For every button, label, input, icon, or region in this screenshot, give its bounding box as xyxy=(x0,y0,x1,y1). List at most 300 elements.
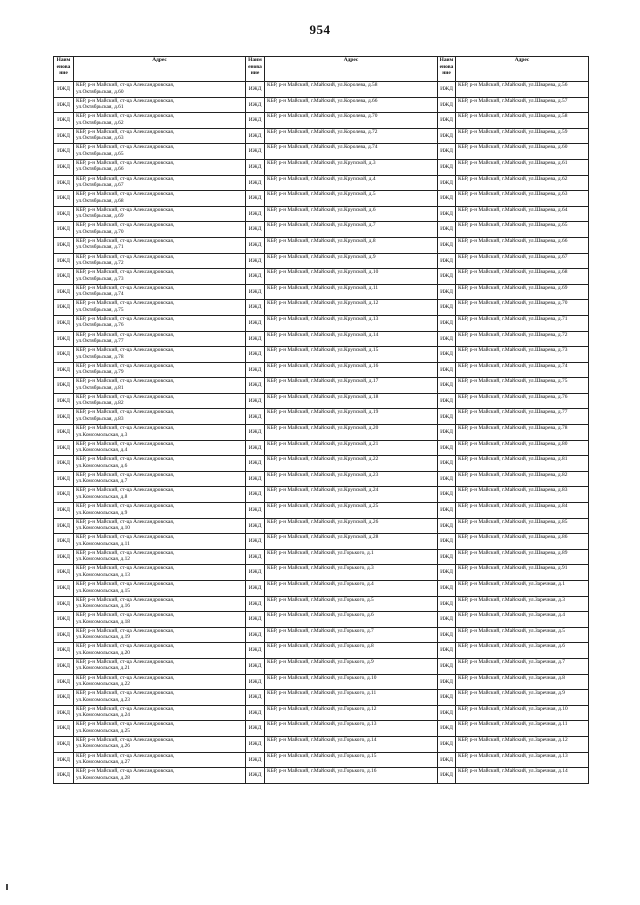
address-line-2: ул.Октябрьская, д.61 xyxy=(76,104,124,111)
object-type-cell: ИЖД xyxy=(438,643,456,659)
address-line-1: КБР, р-н Майский, г.Майский, ул.Горького, д.13 xyxy=(267,721,377,728)
object-type-cell: ИЖД xyxy=(438,409,456,425)
address-line-2: ул.Комсомольская, д.19 xyxy=(76,634,130,641)
address-cell xyxy=(265,362,438,378)
object-type-cell: ИЖД xyxy=(54,175,74,191)
address-line-1: КБР, р-н Майский, ст-ца Александровская, xyxy=(76,487,175,494)
address-line-1: КБР, р-н Майский, г.Майский, ул.Крупской, д.10 xyxy=(267,269,379,276)
address-line-1: КБР, р-н Майский, г.Майский, ул.Шварева, д.60 xyxy=(458,144,568,151)
address-cell xyxy=(74,518,246,534)
address-line-1: КБР, р-н Майский, г.Майский, ул.Горького, д.14 xyxy=(267,736,377,743)
address-line-1: КБР, р-н Майский, г.Майский, ул.Заречная, д.5 xyxy=(458,627,565,634)
object-type-cell: ИЖД xyxy=(438,565,456,581)
address-line-1: КБР, р-н Майский, ст-ца Александровская, xyxy=(76,736,175,743)
object-type-cell: ИЖД xyxy=(54,128,74,144)
object-type-cell: ИЖД xyxy=(246,518,265,534)
address-line-1: КБР, р-н Майский, ст-ца Александровская, xyxy=(76,690,175,697)
table-row xyxy=(54,237,589,253)
object-type-cell: ИЖД xyxy=(438,503,456,519)
address-line-1: КБР, р-н Майский, г.Майский, ул.Горького, д.12 xyxy=(267,705,377,712)
address-line-1: КБР, р-н Майский, ст-ца Александровская, xyxy=(76,596,175,603)
address-line-2: ул.Комсомольская, д.16 xyxy=(76,603,130,610)
object-type-cell: ИЖД xyxy=(438,113,456,129)
address-line-1: КБР, р-н Майский, г.Майский, ул.Заречная, д.6 xyxy=(458,643,565,650)
address-cell xyxy=(456,440,589,456)
address-table xyxy=(53,56,589,784)
address-line-2: ул.Октябрьская, д.73 xyxy=(76,275,124,282)
address-line-1: КБР, р-н Майский, г.Майский, ул.Крупской, д.16 xyxy=(267,362,379,369)
address-line-1: КБР, р-н Майский, г.Майский, ул.Горького, д.6 xyxy=(267,612,374,619)
address-line-1: КБР, р-н Майский, ст-ца Александровская, xyxy=(76,721,175,728)
address-cell xyxy=(265,487,438,503)
address-cell xyxy=(456,518,589,534)
address-line-2: ул.Комсомольская, д.18 xyxy=(76,618,130,625)
address-cell xyxy=(74,269,246,285)
object-type-cell: ИЖД xyxy=(246,440,265,456)
address-line-1: КБР, р-н Майский, г.Майский, ул.Шварева, д.70 xyxy=(458,300,568,307)
address-cell xyxy=(265,393,438,409)
address-line-1: КБР, р-н Майский, г.Майский, ул.Крупской, д.5 xyxy=(267,191,376,198)
address-line-1: КБР, р-н Майский, ст-ца Александровская, xyxy=(76,222,175,229)
object-type-cell: ИЖД xyxy=(246,331,265,347)
address-line-1: КБР, р-н Майский, ст-ца Александровская, xyxy=(76,456,175,463)
address-line-1: КБР, р-н Майский, г.Майский, ул.Шварева, д.69 xyxy=(458,284,568,291)
address-line-2: ул.Октябрьская, д.67 xyxy=(76,182,124,189)
address-line-1: КБР, р-н Майский, г.Майский, ул.Шварева, д.84 xyxy=(458,503,568,510)
address-cell xyxy=(456,284,589,300)
address-cell xyxy=(456,721,589,737)
table-row xyxy=(54,627,589,643)
object-type-cell: ИЖД xyxy=(246,300,265,316)
address-line-1: КБР, р-н Майский, г.Майский, ул.Шварева, д.68 xyxy=(458,269,568,276)
object-type-cell: ИЖД xyxy=(438,440,456,456)
object-type-cell: ИЖД xyxy=(438,752,456,768)
table-row xyxy=(54,565,589,581)
object-type-cell: ИЖД xyxy=(54,690,74,706)
address-cell xyxy=(74,440,246,456)
address-cell xyxy=(265,581,438,597)
object-type-cell: ИЖД xyxy=(438,144,456,160)
address-cell xyxy=(456,128,589,144)
address-cell xyxy=(456,565,589,581)
address-line-2: ул.Октябрьская, д.78 xyxy=(76,353,124,360)
table-row xyxy=(54,222,589,238)
address-line-1: КБР, р-н Майский, г.Майский, ул.Крупской, д.20 xyxy=(267,425,379,432)
object-type-cell: ИЖД xyxy=(438,362,456,378)
object-type-cell: ИЖД xyxy=(54,222,74,238)
address-line-2: ул.Октябрьская, д.82 xyxy=(76,400,124,407)
address-cell xyxy=(74,393,246,409)
object-type-cell: ИЖД xyxy=(54,658,74,674)
table-row xyxy=(54,768,589,784)
address-cell xyxy=(74,144,246,160)
address-cell xyxy=(456,534,589,550)
address-cell xyxy=(456,627,589,643)
address-line-1: КБР, р-н Майский, г.Майский, ул.Шварева, д.61 xyxy=(458,159,568,166)
address-cell xyxy=(265,627,438,643)
address-line-2: ул.Октябрьская, д.77 xyxy=(76,338,124,344)
address-cell xyxy=(456,456,589,472)
address-line-1: КБР, р-н Майский, ст-ца Александровская, xyxy=(76,144,175,151)
address-cell xyxy=(74,752,246,768)
address-line-1: КБР, р-н Майский, г.Майский, ул.Горького, д.4 xyxy=(267,581,374,587)
object-type-cell: ИЖД xyxy=(438,300,456,316)
object-type-cell: ИЖД xyxy=(54,534,74,550)
address-cell xyxy=(456,159,589,175)
object-type-cell: ИЖД xyxy=(54,549,74,565)
table-row xyxy=(54,144,589,160)
address-cell xyxy=(74,503,246,519)
address-cell xyxy=(265,658,438,674)
address-line-1: КБР, р-н Майский, г.Майский, ул.Заречная, д.4 xyxy=(458,612,565,619)
address-cell xyxy=(456,253,589,269)
address-line-1: КБР, р-н Майский, г.Майский, ул.Крупской, д.24 xyxy=(267,487,379,494)
address-cell xyxy=(265,612,438,628)
object-type-cell: ИЖД xyxy=(246,736,265,752)
address-cell xyxy=(74,768,246,784)
address-line-1: КБР, р-н Майский, ст-ца Александровская, xyxy=(76,440,175,447)
address-cell xyxy=(265,565,438,581)
address-cell xyxy=(74,674,246,690)
address-line-1: КБР, р-н Майский, г.Майский, ул.Шварева, д.85 xyxy=(458,518,568,525)
address-line-2: ул.Комсомольская, д.23 xyxy=(76,696,130,703)
object-type-cell: ИЖД xyxy=(438,191,456,207)
address-cell xyxy=(265,347,438,363)
address-cell xyxy=(74,643,246,659)
object-type-cell: ИЖД xyxy=(54,612,74,628)
address-cell xyxy=(74,456,246,472)
address-cell xyxy=(456,237,589,253)
address-cell xyxy=(456,425,589,441)
address-cell xyxy=(456,705,589,721)
object-type-cell: ИЖД xyxy=(54,82,74,98)
object-type-cell: ИЖД xyxy=(438,456,456,472)
table-row xyxy=(54,191,589,207)
address-line-1: КБР, р-н Майский, ст-ца Александровская, xyxy=(76,471,175,478)
object-type-cell: ИЖД xyxy=(438,97,456,113)
address-cell xyxy=(74,284,246,300)
address-line-2: ул.Комсомольская, д.12 xyxy=(76,556,130,563)
object-type-cell: ИЖД xyxy=(246,705,265,721)
header-address-3: Адрес xyxy=(456,57,589,82)
address-line-1: КБР, р-н Майский, г.Майский, ул.Горького, д.1 xyxy=(267,549,374,556)
table-row xyxy=(54,705,589,721)
address-cell xyxy=(456,378,589,394)
table-row xyxy=(54,487,589,503)
object-type-cell: ИЖД xyxy=(54,362,74,378)
address-line-1: КБР, р-н Майский, ст-ца Александровская, xyxy=(76,331,175,338)
address-line-1: КБР, р-н Майский, ст-ца Александровская, xyxy=(76,82,175,88)
address-line-1: КБР, р-н Майский, ст-ца Александровская, xyxy=(76,347,175,354)
object-type-cell: ИЖД xyxy=(246,674,265,690)
object-type-cell: ИЖД xyxy=(54,456,74,472)
address-line-1: КБР, р-н Майский, г.Майский, ул.Крупской, д.25 xyxy=(267,503,379,510)
object-type-cell: ИЖД xyxy=(246,503,265,519)
address-line-1: КБР, р-н Майский, ст-ца Александровская, xyxy=(76,253,175,260)
address-line-1: КБР, р-н Майский, ст-ца Александровская, xyxy=(76,768,175,775)
address-line-1: КБР, р-н Майский, ст-ца Александровская, xyxy=(76,409,175,416)
address-line-1: КБР, р-н Майский, г.Майский, ул.Крупской, д.19 xyxy=(267,409,379,416)
address-line-1: КБР, р-н Майский, г.Майский, ул.Шварева, д.80 xyxy=(458,440,568,447)
address-line-1: КБР, р-н Майский, г.Майский, ул.Крупской, д.23 xyxy=(267,471,379,478)
object-type-cell: ИЖД xyxy=(438,736,456,752)
object-type-cell: ИЖД xyxy=(246,222,265,238)
address-line-1: КБР, р-н Майский, ст-ца Александровская, xyxy=(76,674,175,681)
object-type-cell: ИЖД xyxy=(438,518,456,534)
object-type-cell: ИЖД xyxy=(246,175,265,191)
object-type-cell: ИЖД xyxy=(54,237,74,253)
address-line-1: КБР, р-н Майский, г.Майский, ул.Крупской, д.15 xyxy=(267,347,379,354)
address-line-1: КБР, р-н Майский, г.Майский, ул.Шварева, д.83 xyxy=(458,487,568,494)
address-line-1: КБР, р-н Майский, г.Майский, ул.Крупской, д.18 xyxy=(267,393,379,400)
address-line-1: КБР, р-н Майский, г.Майский, ул.Заречная, д.13 xyxy=(458,752,568,759)
address-cell xyxy=(456,690,589,706)
address-cell xyxy=(74,315,246,331)
address-cell xyxy=(456,596,589,612)
object-type-cell: ИЖД xyxy=(54,113,74,129)
table-row xyxy=(54,503,589,519)
address-line-2: ул.Октябрьская, д.60 xyxy=(76,88,124,95)
address-line-2: ул.Комсомольская, д.27 xyxy=(76,759,130,766)
address-line-1: КБР, р-н Майский, г.Майский, ул.Крупской, д.14 xyxy=(267,331,379,338)
address-line-1: КБР, р-н Майский, ст-ца Александровская, xyxy=(76,534,175,541)
address-line-1: КБР, р-н Майский, ст-ца Александровская, xyxy=(76,300,175,307)
object-type-cell: ИЖД xyxy=(438,331,456,347)
address-line-2: ул.Комсомольская, д.15 xyxy=(76,587,130,594)
address-cell xyxy=(456,393,589,409)
address-cell xyxy=(74,409,246,425)
address-line-1: КБР, р-н Майский, г.Майский, ул.Шварева, д.86 xyxy=(458,534,568,541)
object-type-cell: ИЖД xyxy=(246,456,265,472)
address-line-1: КБР, р-н Майский, ст-ца Александровская, xyxy=(76,378,175,385)
address-line-1: КБР, р-н Майский, ст-ца Александровская, xyxy=(76,97,175,104)
object-type-cell: ИЖД xyxy=(246,487,265,503)
address-line-2: ул.Октябрьская, д.72 xyxy=(76,260,124,267)
address-line-1: КБР, р-н Майский, г.Майский, ул.Заречная, д.8 xyxy=(458,674,565,681)
address-cell xyxy=(74,721,246,737)
header-address-2: Адрес xyxy=(265,57,438,82)
address-line-2: ул.Октябрьская, д.74 xyxy=(76,291,124,298)
address-line-1: КБР, р-н Майский, г.Майский, ул.Крупской, д.21 xyxy=(267,440,379,447)
table-row xyxy=(54,393,589,409)
address-cell xyxy=(456,768,589,784)
table-row xyxy=(54,206,589,222)
table-row xyxy=(54,658,589,674)
address-cell xyxy=(456,222,589,238)
address-cell xyxy=(74,175,246,191)
address-line-1: КБР, р-н Майский, г.Майский, ул.Шварева, д.76 xyxy=(458,393,568,400)
address-line-1: КБР, р-н Майский, ст-ца Александровская, xyxy=(76,503,175,510)
address-line-1: КБР, р-н Майский, г.Майский, ул.Шварева, д.71 xyxy=(458,315,568,322)
address-cell xyxy=(456,113,589,129)
table-row xyxy=(54,518,589,534)
header-type-2: Наим енова ние xyxy=(246,57,265,82)
address-cell xyxy=(74,565,246,581)
object-type-cell: ИЖД xyxy=(438,721,456,737)
object-type-cell: ИЖД xyxy=(246,82,265,98)
address-cell xyxy=(265,643,438,659)
table-row xyxy=(54,315,589,331)
address-cell xyxy=(456,300,589,316)
object-type-cell: ИЖД xyxy=(54,721,74,737)
address-line-2: ул.Комсомольская, д.25 xyxy=(76,727,130,734)
address-cell xyxy=(265,269,438,285)
object-type-cell: ИЖД xyxy=(246,565,265,581)
address-cell xyxy=(265,596,438,612)
address-line-1: КБР, р-н Майский, г.Майский, ул.Шварева, д.81 xyxy=(458,456,568,463)
address-cell xyxy=(456,674,589,690)
object-type-cell: ИЖД xyxy=(246,144,265,160)
address-line-1: КБР, р-н Майский, г.Майский, ул.Горького, д.9 xyxy=(267,658,374,665)
address-line-1: КБР, р-н Майский, ст-ца Александровская, xyxy=(76,315,175,322)
address-line-2: ул.Комсомольская, д.22 xyxy=(76,681,130,688)
address-line-2: ул.Комсомольская, д.3 xyxy=(76,431,128,438)
address-cell xyxy=(456,97,589,113)
address-line-2: ул.Комсомольская, д.13 xyxy=(76,571,130,578)
address-line-1: КБР, р-н Майский, г.Майский, ул.Крупской, д.3 xyxy=(267,159,376,166)
address-line-1: КБР, р-н Майский, г.Майский, ул.Шварева, д.78 xyxy=(458,425,568,432)
object-type-cell: ИЖД xyxy=(246,596,265,612)
object-type-cell: ИЖД xyxy=(438,159,456,175)
address-cell xyxy=(74,690,246,706)
table-body xyxy=(54,82,589,784)
address-line-1: КБР, р-н Майский, ст-ца Александровская, xyxy=(76,518,175,525)
table-row xyxy=(54,752,589,768)
address-cell xyxy=(265,237,438,253)
object-type-cell: ИЖД xyxy=(54,627,74,643)
address-line-2: ул.Комсомольская, д.8 xyxy=(76,493,128,500)
scan-mark xyxy=(6,884,8,890)
object-type-cell: ИЖД xyxy=(246,627,265,643)
object-type-cell: ИЖД xyxy=(246,253,265,269)
object-type-cell: ИЖД xyxy=(54,674,74,690)
address-line-1: КБР, р-н Майский, г.Майский, ул.Крупской, д.8 xyxy=(267,237,376,244)
address-cell xyxy=(74,581,246,597)
object-type-cell: ИЖД xyxy=(438,253,456,269)
address-cell xyxy=(265,503,438,519)
address-line-2: ул.Комсомольская, д.10 xyxy=(76,525,130,532)
object-type-cell: ИЖД xyxy=(54,768,74,784)
object-type-cell: ИЖД xyxy=(54,97,74,113)
table-row xyxy=(54,581,589,597)
address-cell xyxy=(456,175,589,191)
table-row xyxy=(54,300,589,316)
address-cell xyxy=(74,362,246,378)
object-type-cell: ИЖД xyxy=(54,581,74,597)
table-row xyxy=(54,159,589,175)
address-cell xyxy=(456,503,589,519)
address-line-1: КБР, р-н Майский, ст-ца Александровская, xyxy=(76,549,175,556)
address-cell xyxy=(456,471,589,487)
address-cell xyxy=(456,612,589,628)
address-cell xyxy=(456,549,589,565)
table-row xyxy=(54,128,589,144)
table-row xyxy=(54,331,589,347)
table-row xyxy=(54,596,589,612)
address-cell xyxy=(456,347,589,363)
address-line-1: КБР, р-н Майский, г.Майский, ул.Крупской, д.11 xyxy=(267,284,379,291)
table-row xyxy=(54,284,589,300)
object-type-cell: ИЖД xyxy=(438,549,456,565)
table-row xyxy=(54,549,589,565)
object-type-cell: ИЖД xyxy=(246,191,265,207)
table-row xyxy=(54,721,589,737)
address-cell xyxy=(265,128,438,144)
object-type-cell: ИЖД xyxy=(54,643,74,659)
address-line-1: КБР, р-н Майский, г.Майский, ул.Заречная, д.11 xyxy=(458,721,568,728)
object-type-cell: ИЖД xyxy=(54,518,74,534)
table-row xyxy=(54,409,589,425)
address-line-1: КБР, р-н Майский, ст-ца Александровская, xyxy=(76,752,175,759)
table-row xyxy=(54,253,589,269)
object-type-cell: ИЖД xyxy=(246,269,265,285)
address-line-1: КБР, р-н Майский, г.Майский, ул.Шварева, д.62 xyxy=(458,175,568,182)
address-line-1: КБР, р-н Майский, ст-ца Александровская, xyxy=(76,269,175,276)
table-row xyxy=(54,534,589,550)
address-line-2: ул.Комсомольская, д.6 xyxy=(76,462,128,469)
object-type-cell: ИЖД xyxy=(438,175,456,191)
address-line-1: КБР, р-н Майский, г.Майский, ул.Заречная, д.3 xyxy=(458,596,565,603)
object-type-cell: ИЖД xyxy=(54,315,74,331)
address-line-1: КБР, р-н Майский, г.Майский, ул.Шварева, д.74 xyxy=(458,362,568,369)
address-line-1: КБР, р-н Майский, ст-ца Александровская, xyxy=(76,284,175,291)
address-line-2: ул.Октябрьская, д.71 xyxy=(76,244,124,251)
address-line-2: ул.Октябрьская, д.81 xyxy=(76,384,124,391)
address-cell xyxy=(265,736,438,752)
table-row xyxy=(54,471,589,487)
address-line-1: КБР, р-н Майский, г.Майский, ул.Крупской, д.12 xyxy=(267,300,379,307)
address-line-1: КБР, р-н Майский, г.Майский, ул.Королева, д.74 xyxy=(267,144,378,151)
address-line-1: КБР, р-н Майский, ст-ца Александровская, xyxy=(76,237,175,244)
address-line-1: КБР, р-н Майский, г.Майский, ул.Крупской, д.28 xyxy=(267,534,379,541)
address-cell xyxy=(74,425,246,441)
address-cell xyxy=(456,82,589,98)
address-line-1: КБР, р-н Майский, ст-ца Александровская, xyxy=(76,565,175,572)
address-cell xyxy=(265,471,438,487)
header-type-1: Наим енова ние xyxy=(54,57,74,82)
address-cell xyxy=(74,222,246,238)
address-cell xyxy=(74,736,246,752)
object-type-cell: ИЖД xyxy=(438,222,456,238)
address-cell xyxy=(265,425,438,441)
address-cell xyxy=(74,97,246,113)
address-cell xyxy=(74,534,246,550)
object-type-cell: ИЖД xyxy=(246,393,265,409)
address-line-1: КБР, р-н Майский, г.Майский, ул.Крупской, д.6 xyxy=(267,206,376,213)
address-cell xyxy=(456,269,589,285)
object-type-cell: ИЖД xyxy=(54,206,74,222)
address-cell xyxy=(74,253,246,269)
address-line-2: ул.Октябрьская, д.66 xyxy=(76,166,124,173)
address-line-1: КБР, р-н Майский, г.Майский, ул.Шварева, д.67 xyxy=(458,253,568,260)
address-line-1: КБР, р-н Майский, г.Майский, ул.Шварева, д.89 xyxy=(458,549,568,556)
address-line-1: КБР, р-н Майский, г.Майский, ул.Крупской, д.9 xyxy=(267,253,376,260)
address-cell xyxy=(456,752,589,768)
object-type-cell: ИЖД xyxy=(246,549,265,565)
address-line-1: КБР, р-н Майский, г.Майский, ул.Шварева, д.56 xyxy=(458,82,568,88)
address-cell xyxy=(456,581,589,597)
address-cell xyxy=(456,658,589,674)
object-type-cell: ИЖД xyxy=(54,736,74,752)
address-cell xyxy=(74,627,246,643)
address-line-1: КБР, р-н Майский, ст-ца Александровская, xyxy=(76,393,175,400)
object-type-cell: ИЖД xyxy=(54,471,74,487)
object-type-cell: ИЖД xyxy=(54,425,74,441)
address-line-2: ул.Октябрьская, д.79 xyxy=(76,369,124,376)
address-cell xyxy=(265,721,438,737)
address-cell xyxy=(265,331,438,347)
object-type-cell: ИЖД xyxy=(438,471,456,487)
